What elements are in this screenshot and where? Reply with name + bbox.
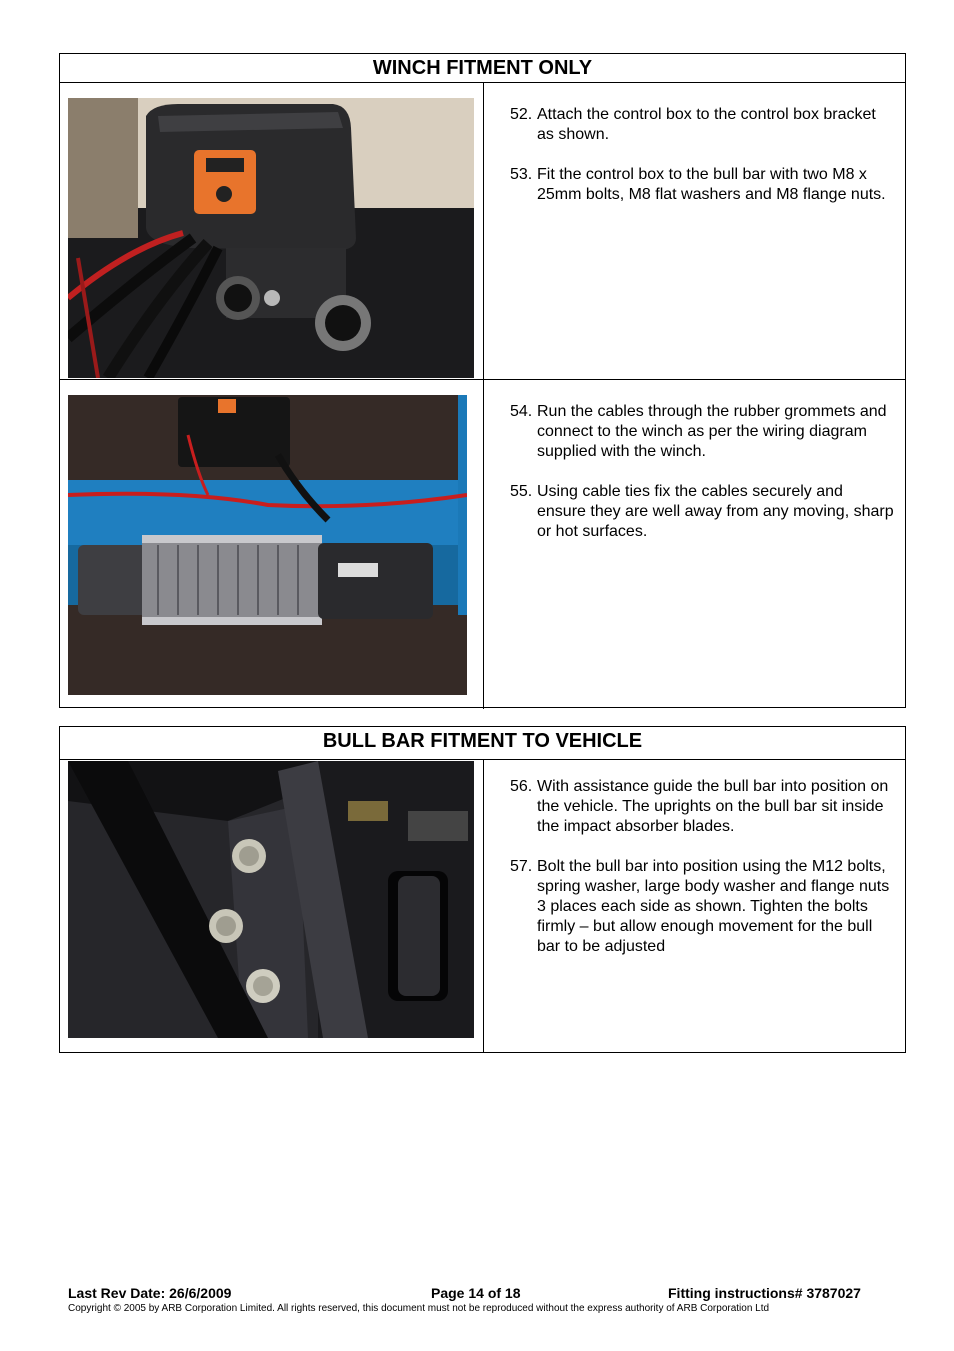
section-winch-fitment: [59, 53, 906, 708]
step-number: 55.: [510, 483, 533, 500]
step-text: Fit the control box to the bull bar with two M8 x 25mm bolts, M8 flat washers and M8 flange nuts.: [537, 166, 886, 203]
instruction-step: [510, 402, 895, 462]
step-text: Bolt the bull bar into position using the M12 bolts, spring washer, large body washer and flange nuts 3 places each side as shown. Tighten the bolts firmly – but allow enough movement for the bull bar to be adjusted: [537, 858, 890, 955]
step-text: Using cable ties fix the cables securely and ensure they are well away from any moving, sharp or hot surfaces.: [537, 483, 894, 540]
step-text: Run the cables through the rubber grommets and connect to the winch as per the wiring diagram supplied with the winch.: [537, 403, 887, 460]
instruction-step: [510, 777, 895, 837]
section-title: BULL BAR FITMENT TO VEHICLE: [60, 727, 905, 760]
bull-bar-bolts-photo: [68, 761, 474, 1038]
instruction-step: [510, 165, 895, 205]
step-number: 52.: [510, 106, 533, 123]
image-cell: [60, 380, 484, 709]
instruction-text: [484, 83, 905, 379]
step-number: 54.: [510, 403, 533, 420]
section-title: WINCH FITMENT ONLY: [60, 54, 905, 83]
step-number: 57.: [510, 858, 533, 875]
copyright-notice: Copyright © 2005 by ARB Corporation Limited. All rights reserved, this document must not be reproduced without the express authority of ARB Corporation Ltd: [68, 1303, 770, 1314]
step-number: 53.: [510, 166, 533, 183]
image-cell: [60, 83, 484, 379]
step-number: 56.: [510, 778, 533, 795]
footer-line: [68, 1285, 888, 1302]
instruction-row: [60, 379, 905, 709]
rev-date: Last Rev Date: 26/6/2009: [68, 1285, 232, 1301]
instruction-text: [484, 380, 905, 709]
instruction-step: [510, 482, 895, 542]
step-text: With assistance guide the bull bar into position on the vehicle. The uprights on the bull bar sit inside the impact absorber blades.: [537, 778, 889, 835]
instructions-number: Fitting instructions# 3787027: [668, 1285, 861, 1301]
winch-wiring-photo: [68, 395, 467, 695]
instruction-step: [510, 105, 895, 145]
control-box-photo: [68, 98, 474, 378]
step-text: Attach the control box to the control box bracket as shown.: [537, 106, 876, 143]
instruction-text: [484, 760, 905, 1053]
image-cell: [60, 760, 484, 1053]
instruction-row: [60, 760, 905, 1053]
page-footer: [68, 1285, 888, 1315]
page-number: Page 14 of 18: [431, 1285, 521, 1301]
instruction-row: [60, 83, 905, 379]
section-bull-bar-fitment: [59, 726, 906, 1053]
instruction-step: [510, 857, 895, 957]
